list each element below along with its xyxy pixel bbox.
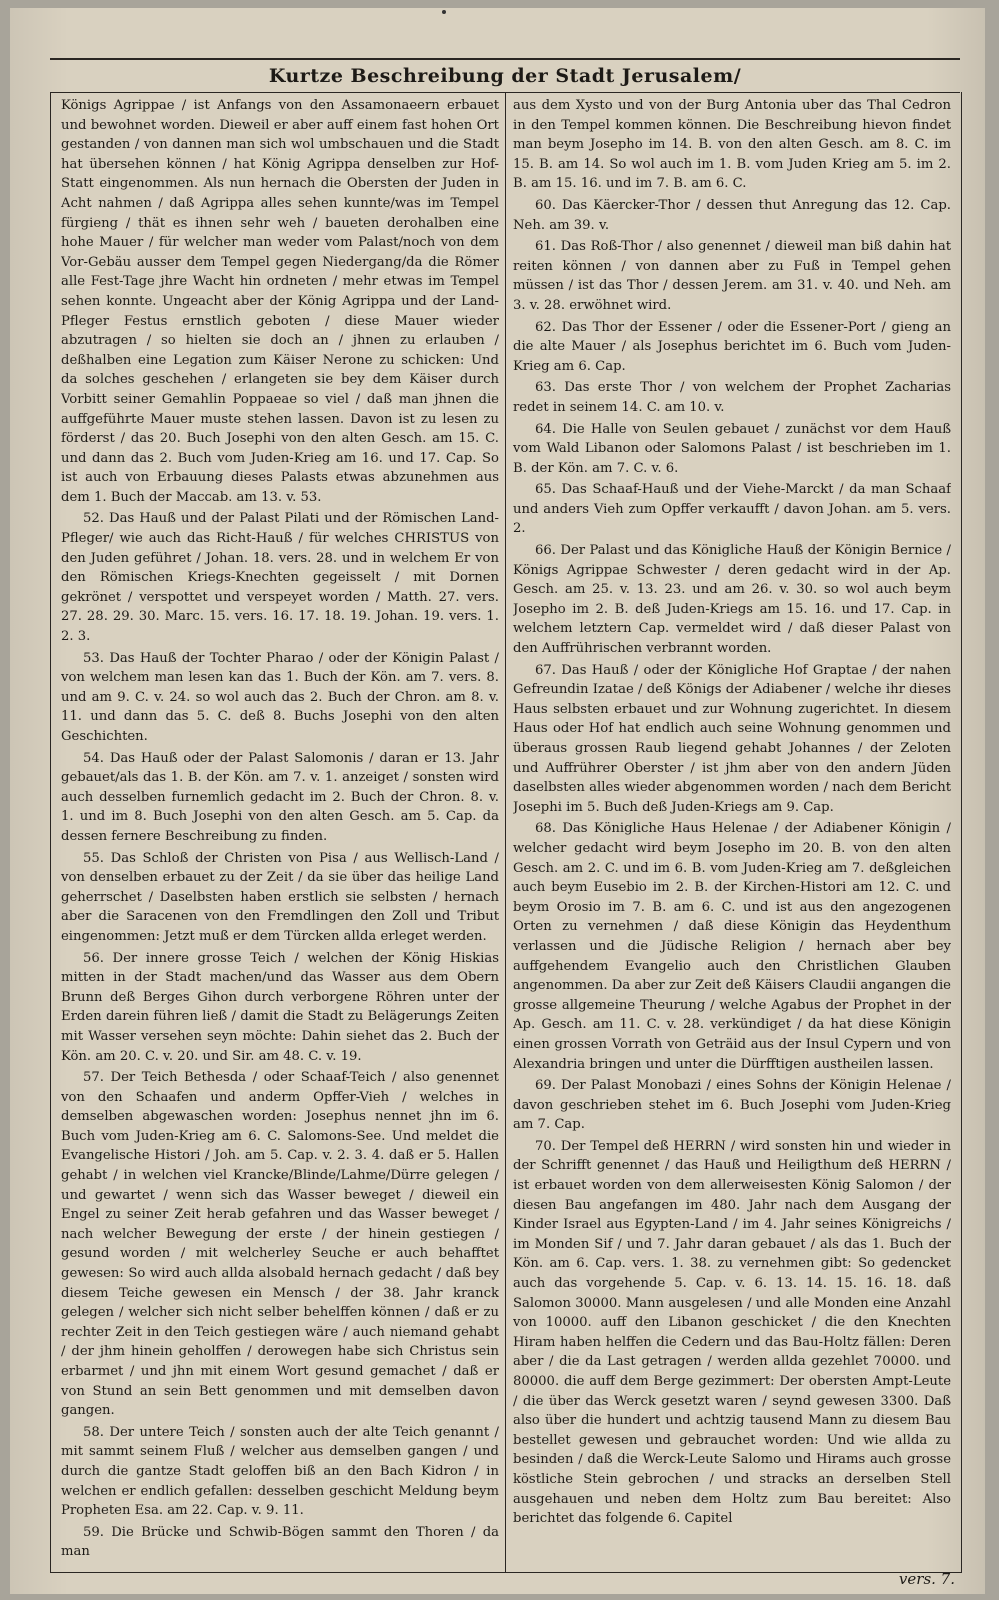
numbered-entry: 58. Der untere Teich / sonsten auch der alte Teich genannt / mit sammt seinem Fluß / welcher aus demselben gangen / und durch die gantze Stadt geloffen biß an den Bach Kidron / in welchen er endlich gefallen: desselben geschicht Meldung beym Propheten Esa. am 22. Cap. v. 9. 11. (61, 1424, 499, 1519)
ink-dot (442, 10, 446, 14)
numbered-entry: 55. Das Schloß der Christen von Pisa / aus Wellisch-Land / von denselben erbauet zu der Zeit / da sie über das heilige Land geherrschet / Daselbsten haben erstlich sie selbsten / hernach aber die Saracenen von den Fremdlingen den Zoll und Tribut eingenommen: Jetzt muß er dem Türcken allda erleget werden. (61, 850, 499, 944)
numbered-entry: 59. Die Brücke und Schwib-Bögen sammt den Thoren / da man (61, 1524, 499, 1560)
numbered-entry: 56. Der innere grosse Teich / welchen der König Hiskias mitten in der Stadt machen/und das Wasser aus dem Obern Brunn deß Berges Gihon durch verborgene Röhren unter der Erden darein führen ließ / damit die Stadt zu Belägerungs Zeiten mit Wasser versehen seyn möchte: Dahin siehet das 2. Buch der Kön. am 20. C. v. 20. und Sir. am 48. C. v. 19. (61, 950, 499, 1064)
numbered-entry: 65. Das Schaaf-Hauß und der Viehe-Marckt / da man Schaaf und anders Vieh zum Opffer verkaufft / davon Johan. am 5. vers. 2. (513, 482, 951, 537)
book-page (10, 8, 985, 1594)
numbered-entry: 70. Der Tempel deß HERRN / wird sonsten hin und wieder in der Schrifft genennet / das Hauß und Heiligthum deß HERRN / ist erbauet worden von dem allerweisesten König Salomon / der diesen Bau angefangen im 480. Jahr nach dem Ausgang der Kinder Israel aus Egypten-Land / im 4. Jahr seines Königreichs / im Monden Sif / und 7. Jahr daran gebauet / als das 1. Buch der Kön. am 6. Cap. vers. 1. 38. zu vernehmen gibt: So gedencket auch das vorgehende 5. Cap. v. 6. 13. 14. 15. 16. 18. daß Salomon 30000. Mann ausgelesen / und alle Monden eine Anzahl von 10000. auff den Libanon geschicket / die den Knechten Hiram haben helffen die Cedern und das Bau-Holtz fällen: Deren aber / die da Last getragen / werden allda gezehlet 70000. und 80000. die auff dem Berge gezimmert: Der obersten Ampt-Leute / die über das Werck gesetzt waren / seynd gewesen 3300. Daß also über die hundert und achtzig tausend Mann zu diesem Bau bestellet gewesen und gebrauchet worden: Und wie allda zu besinden / daß die Werck-Leute Salomo und Hirams auch grosse köstliche Stein gebrochen / und stracks an derselben Stell ausgehauen und neben dem Holtz zum Bau bereitet: Also berichtet das folgende 6. Capitel (513, 1138, 951, 1527)
numbered-entry: 54. Das Hauß oder der Palast Salomonis / daran er 13. Jahr gebauet/als das 1. B. der Kön. am 7. v. 1. anzeiget / sonsten wird auch desselben furnemlich gedacht im 2. Buch der Chron. 8. v. 1. und im 8. Buch Josephi von den alten Gesch. am 5. Cap. da dessen fernere Beschreibung zu finden. (61, 750, 499, 844)
numbered-entry: 68. Das Königliche Haus Helenae / der Adiabener Königin / welcher gedacht wird beym Josepho im 20. B. von den alten Gesch. am 2. C. und im 6. B. vom Juden-Krieg am 7. deßgleichen auch beym Eusebio im 2. B. der Kirchen-Histori am 12. C. und beym Orosio im 7. B. am 6. C. und ist aus den angezogenen Orten zu vernehmen / daß diese Königin das Heydenthum verlassen und die Jüdische Religion / hernach aber bey auffgehendem Evangelio auch den Christlichen Glauben angenommen. Da aber zur Zeit deß Käisers Claudii angangen die grosse allgemeine Theurung / welche Agabus der Prophet in der Ap. Gesch. am 11. C. v. 28. verkündiget / da hat diese Königin einen grossen Vorrath von Geträid aus der Insul Cypern und von Alexandria bringen und unter die Dürfftigen austheilen lassen. (513, 821, 951, 1072)
numbered-entry: 61. Das Roß-Thor / also genennet / dieweil man biß dahin hat reiten können / von dannen aber zu Fuß in Tempel gehen müssen / ist das Thor / dessen Jerem. am 31. v. 40. und Neh. am 3. v. 28. erwöhnet wird. (513, 239, 951, 313)
numbered-entry: 57. Der Teich Bethesda / oder Schaaf-Teich / also genennet von den Schaafen und anderm Opffer-Vieh / welches in demselben abgewaschen worden: Josephus nennet jhn im 6. Buch vom Juden-Krieg am 6. C. Salomons-See. Und meldet die Evangelische Histori / Joh. am 5. Cap. v. 2. 3. 4. daß er 5. Hallen gehabt / in welchen viel Krancke/Blinde/Lahme/Dürre gelegen / und gewartet / wenn sich das Wasser beweget / dieweil ein Engel zu seiner Zeit herab gefahren und das Wasser beweget / nach welcher Bewegung der erste / der hinein gestiegen / gesund worden / mit welcherley Seuche er auch behafftet gewesen: So wird auch allda alsobald hernach gedacht / daß bey diesem Teiche gewesen ein Mensch / der 38. Jahr kranck gelegen / welcher sich nicht selber behelffen können / daß er zu rechter Zeit in den Teich gestiegen wäre / auch niemand gehabt / der jhm hinein geholffen / derowegen habe sich Christus sein erbarmet / und jhn mit einem Wort gesund gemachet / daß er von Stund an sein Bett genommen und mit demselben davon gangen. (61, 1070, 499, 1419)
numbered-entry: 63. Das erste Thor / von welchem der Prophet Zacharias redet in seinem 14. C. am 10. v. (513, 380, 951, 415)
numbered-entry: 66. Der Palast und das Königliche Hauß der Königin Bernice / Königs Agrippae Schwester / deren gedacht wird in der Ap. Gesch. am 25. v. 13. 23. und am 26. v. 30. so wol auch beym Josepho im 2. B. deß Juden-Kriegs am 15. 16. und 17. Cap. in welchem letztern Cap. vermeldet wird / daß dieser Palast von den Auffrührischen verbrannt worden. (513, 543, 951, 657)
continued-paragraph: Königs Agrippae / ist Anfangs von den Assamonaeern erbauet und bewohnet worden. Dieweil er aber auff einem fast hohen Ort gestanden / von dannen man sich wol umbschauen und die Stadt hat übersehen können / hat König Agrippa denselben zur Hof-Statt eingenommen. Als nun hernach die Obersten der Juden in Acht nahmen / daß Agrippa alles sehen kunnte/was im Tempel fürgieng / thät es ihnen sehr weh / baueten derohalben eine hohe Mauer / für welcher man weder vom Palast/noch von dem Vor-Gebäu ausser dem Tempel gegen Niedergang/da die Römer alle Fest-Tage jhre Wacht hin ordneten / mehr etwas im Tempel sehen konnte. Ungeacht aber der König Agrippa und der Land-Pfleger Festus ernstlich geboten / diese Mauer wieder abzutragen / so hielten sie doch an / jhnen zu erlauben / deßhalben eine Legation zum Käiser Nerone zu schicken: Und da solches geschehen / erlangeten sie bey dem Käiser durch Vorbitt seiner Gemahlin Poppaeae so viel / daß man jhnen die auffgeführte Mauer muste stehen lassen. Davon ist zu lesen zu förderst / das 20. Buch Josephi von den alten Gesch. am 15. C. und dann das 2. Buch vom Juden-Krieg am 16. und 17. Cap. So ist auch von Erbauung dieses Palasts etwas abzunehmen aus dem 1. Buch der Maccab. am 13. v. 53. (61, 98, 499, 505)
numbered-entry: 62. Das Thor der Essener / oder die Essener-Port / gieng an die alte Mauer / als Josephus berichtet im 6. Buch vom Juden-Krieg am 6. Cap. (513, 319, 951, 374)
numbered-entry: 60. Das Käercker-Thor / dessen thut Anregung das 12. Cap. Neh. am 39. v. (513, 197, 951, 233)
continued-paragraph: aus dem Xysto und von der Burg Antonia uber das Thal Cedron in den Tempel kommen können. Die Beschreibung hievon findet man beym Josepho im 14. B. von den alten Gesch. am 8. C. im 15. B. am 14. So wol auch im 1. B. vom Juden Krieg am 5. im 2. B. am 15. 16. und im 7. B. am 6. C. (513, 98, 951, 192)
numbered-entry: 69. Der Palast Monobazi / eines Sohns der Königin Helenae / davon geschrieben stehet im 6. Buch Josephi vom Juden-Krieg am 7. Cap. (513, 1078, 951, 1133)
text-frame (50, 92, 962, 1573)
left-column (61, 96, 499, 1566)
numbered-entry: 64. Die Halle von Seulen gebauet / zunächst vor dem Hauß vom Wald Libanon oder Salomons Palast / ist beschrieben im 1. B. der Kön. am 7. C. v. 6. (513, 421, 951, 476)
column-divider (505, 92, 506, 1572)
numbered-entry: 52. Das Hauß und der Palast Pilati und der Römischen Land-Pfleger/ wie auch das Richt-Hauß / für welches CHRISTUS von den Juden geführet / Johan. 18. vers. 28. und in welchem Er von den Römischen Kriegs-Knechten gegeisselt / mit Dornen gekrönet / verspottet und verspeyet worden / Matth. 27. vers. 27. 28. 29. 30. Marc. 15. vers. 16. 17. 18. 19. Johan. 19. vers. 1. 2. 3. (61, 511, 499, 645)
running-title: Kurtze Beschreibung der Stadt Jerusalem/ (50, 58, 960, 93)
numbered-entry: 67. Das Hauß / oder der Königliche Hof Graptae / der nahen Gefreundin Izatae / deß Königs der Adiabener / welche ihr dieses Haus selbsten erbauet und zur Wohnung zugerichtet. In diesem Haus oder Hof hat endlich auch seine Wohnung genommen und überaus grossen Raub liegend gehabt Johannes / der Zeloten und Auffrührer Oberster / ist jhm aber von den andern Jüden daselbsten alles wieder abgenommen worden / nach dem Bericht Josephi im 5. Buch deß Juden-Kriegs am 9. Cap. (513, 662, 951, 815)
numbered-entry: 53. Das Hauß der Tochter Pharao / oder der Königin Palast / von welchem man lesen kan das 1. Buch der Kön. am 7. vers. 8. und am 9. C. v. 24. so wol auch das 2. Buch der Chron. am 8. v. 11. und dann das 5. C. deß 8. Buchs Josephi von den alten Geschichten. (61, 650, 499, 744)
right-column (513, 96, 951, 1566)
catchword: vers. 7. (898, 1570, 955, 1588)
